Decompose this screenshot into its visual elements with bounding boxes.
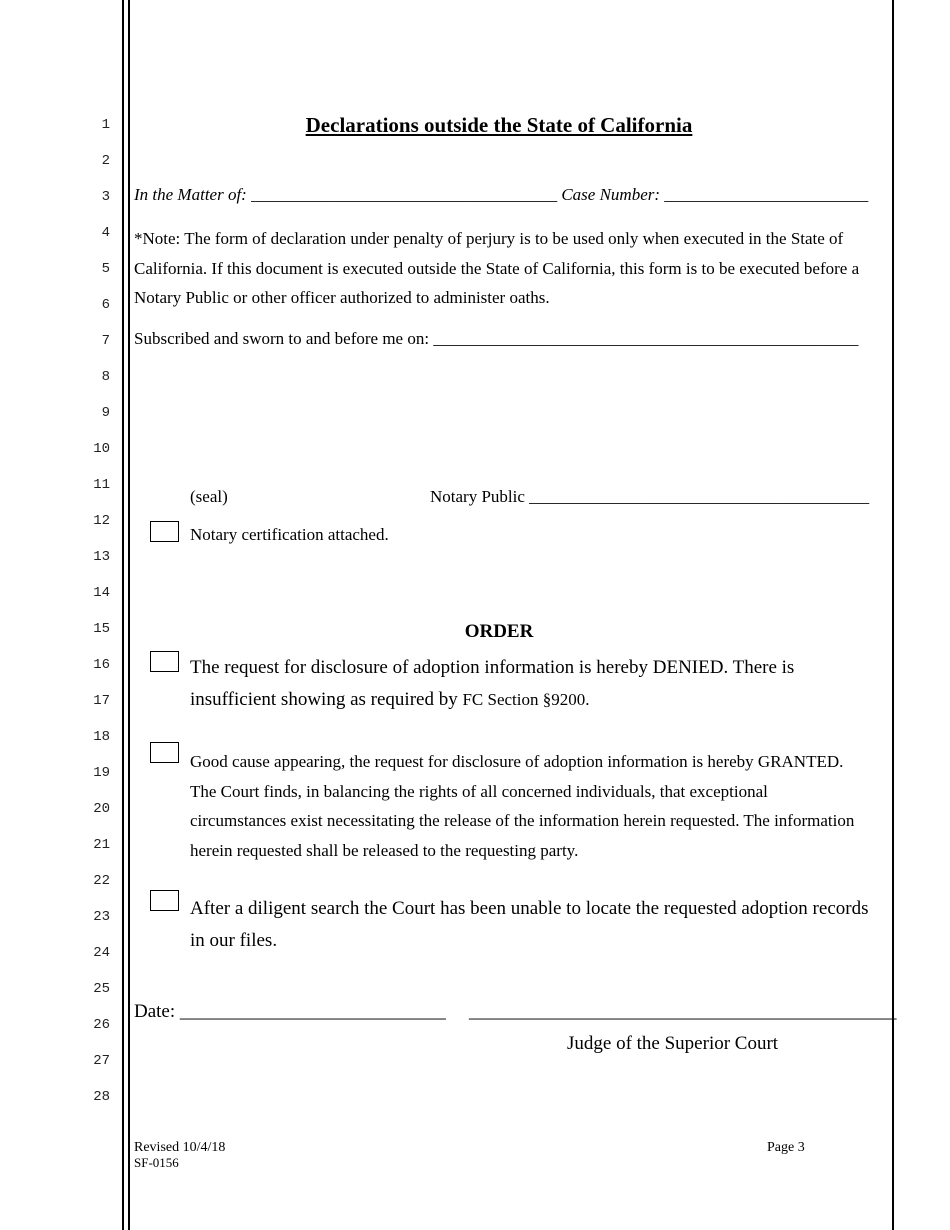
- subscribed-date-field[interactable]: __________________________________________________: [433, 329, 859, 348]
- line-number: 18: [93, 729, 110, 745]
- line-number: 14: [93, 585, 110, 601]
- line-number: 5: [101, 261, 110, 277]
- line-number: 10: [93, 441, 110, 457]
- left-margin-rule-outer: [122, 0, 124, 1230]
- note-line: Notary Public or other officer authorized to administer oaths.: [134, 288, 550, 307]
- granted-line: herein requested shall be released to the requesting party.: [190, 840, 579, 860]
- denied-line: The request for disclosure of adoption information is hereby DENIED. There is: [190, 657, 795, 678]
- denied-checkbox[interactable]: [150, 651, 179, 672]
- notary-line: [430, 487, 869, 507]
- note-line: California. If this document is executed outside the State of California, this form is to be executed before a: [134, 258, 860, 278]
- line-number: 28: [93, 1089, 110, 1105]
- unable-checkbox[interactable]: [150, 890, 179, 911]
- unable-line: in our files.: [190, 930, 278, 951]
- notary-signature-field[interactable]: ________________________________________: [529, 487, 870, 506]
- case-number-field[interactable]: ________________________: [664, 185, 869, 204]
- page-title: Declarations outside the State of California: [305, 113, 693, 137]
- line-number: 21: [93, 837, 110, 853]
- page-number: Page 3: [767, 1140, 805, 1155]
- matter-label: In the Matter of:: [134, 185, 247, 204]
- notary-cert-checkbox[interactable]: [150, 521, 179, 542]
- notary-cert-label: Notary certification attached.: [190, 525, 389, 544]
- denied-line: insufficient showing as required by: [190, 689, 458, 710]
- line-number: 25: [93, 981, 110, 997]
- subscribed-label: Subscribed and sworn to and before me on:: [134, 329, 430, 348]
- line-number: 23: [93, 909, 110, 925]
- line-number: 7: [101, 333, 110, 349]
- line-number: 2: [101, 153, 110, 169]
- line-number: 17: [93, 693, 110, 709]
- form-id: SF-0156: [134, 1155, 179, 1170]
- fc-section-ref: FC Section §9200.: [462, 690, 590, 709]
- line-number: 16: [93, 657, 110, 673]
- line-number: 19: [93, 765, 110, 781]
- line-number: 12: [93, 513, 110, 529]
- granted-line: Good cause appearing, the request for disclosure of adoption information is hereby GRANTED.: [190, 752, 844, 771]
- line-number: 11: [93, 477, 110, 493]
- matter-line: [134, 185, 868, 205]
- matter-field[interactable]: ____________________________________: [251, 185, 558, 204]
- line-number: 1: [101, 117, 110, 133]
- line-number: 26: [93, 1017, 110, 1033]
- judge-signature-field[interactable]: _____________________________________________: [469, 1001, 897, 1022]
- line-number: 4: [101, 225, 110, 241]
- line-number: 3: [101, 189, 110, 205]
- line-number: 9: [101, 405, 110, 421]
- case-number-label: Case Number:: [561, 185, 661, 204]
- unable-line: After a diligent search the Court has been unable to locate the requested adoption records: [190, 898, 869, 919]
- right-margin-rule: [892, 0, 894, 1230]
- line-number: 22: [93, 873, 110, 889]
- line-number: 13: [93, 549, 110, 565]
- line-number: 27: [93, 1053, 110, 1069]
- line-number: 24: [93, 945, 110, 961]
- revised-date: Revised 10/4/18: [134, 1140, 226, 1155]
- date-line: [134, 1001, 446, 1023]
- unable-paragraph: [190, 893, 868, 957]
- seal-label: (seal): [190, 487, 228, 506]
- granted-line: circumstances exist necessitating the release of the information herein requested. The information: [190, 811, 855, 830]
- note-paragraph: [134, 224, 859, 313]
- line-number: 15: [93, 621, 110, 637]
- line-number: 20: [93, 801, 110, 817]
- order-heading: ORDER: [464, 621, 534, 642]
- denied-paragraph: [190, 652, 794, 716]
- subscribed-line: [134, 329, 858, 349]
- left-margin-rule-inner: [128, 0, 130, 1230]
- granted-checkbox[interactable]: [150, 742, 179, 763]
- date-label: Date:: [134, 1001, 176, 1022]
- notary-label: Notary Public: [430, 487, 525, 506]
- granted-paragraph: [190, 747, 854, 865]
- line-number: 6: [101, 297, 110, 313]
- judge-label: Judge of the Superior Court: [567, 1033, 779, 1054]
- granted-line: The Court finds, in balancing the rights of all concerned individuals, that exceptional: [190, 781, 768, 801]
- note-line: *Note: The form of declaration under penalty of perjury is to be used only when executed in the State of: [134, 229, 844, 248]
- date-field[interactable]: ____________________________: [179, 1001, 446, 1022]
- line-number: 8: [101, 369, 110, 385]
